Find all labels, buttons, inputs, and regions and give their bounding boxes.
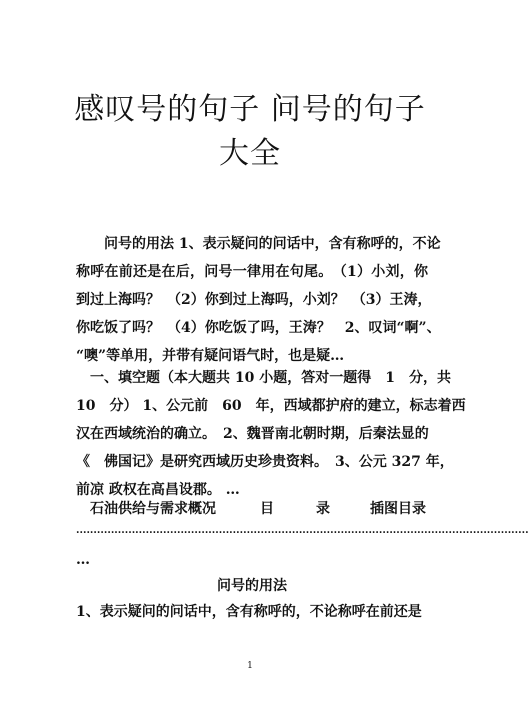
paragraph-line: 1、表示疑问的问话中，含有称呼的，不论称呼在前还是 — [76, 604, 422, 620]
paragraph-line: 一、填空题（本大题共 10 小题，答对一题得 1 分，共 — [76, 370, 451, 386]
section-subheading: 问号的用法 — [217, 578, 287, 594]
paragraph-fill-in-questions — [76, 364, 466, 504]
paragraph-line: 汉在西域统治的确立。 2、魏晋南北朝时期，后秦法显的 — [76, 426, 429, 442]
toc-item-mu: 目 — [260, 501, 274, 517]
dotted-leader: .................................................................................................................................. — [76, 525, 529, 536]
paragraph-line: 《 佛国记》是研究西域历史珍贵资料。 3、公元 327 年， — [76, 454, 454, 470]
paragraph-line: 到过上海吗？ （2）你到过上海吗，小刘？ （3）王涛， — [76, 292, 432, 308]
paragraph-line: 称呼在前还是在后，问号一律用在句尾。 （1）小刘，你 — [76, 264, 428, 280]
paragraph-line: 你吃饭了吗？ （4）你吃饭了吗，王涛？ 2、叹词“啊”、 — [76, 320, 441, 336]
paragraph-question-mark-usage — [76, 230, 441, 370]
toc-item-figure-list: 插图目录 — [370, 501, 426, 517]
paragraph-line: 10 分） 1、公元前 60 年，西域都护府的建立，标志着西 — [76, 398, 466, 414]
toc-item-lu: 录 — [316, 501, 330, 517]
document-title — [40, 88, 460, 176]
title-line-2: 大全 — [219, 136, 281, 171]
paragraph-line: “噢”等单用，并带有疑问语气时，也是疑… — [76, 348, 345, 364]
page-number: 1 — [247, 661, 253, 671]
paragraph-line: 前凉 政权在高昌设郡。 … — [76, 482, 240, 498]
ellipsis: … — [76, 552, 90, 568]
toc-line — [76, 495, 428, 523]
title-line-1: 感叹号的句子 问号的句子 — [74, 92, 426, 127]
paragraph-line: 问号的用法 1、表示疑问的问话中，含有称呼的，不论 — [76, 236, 441, 252]
toc-item-oil-supply: 石油供给与需求概况 — [90, 501, 216, 517]
